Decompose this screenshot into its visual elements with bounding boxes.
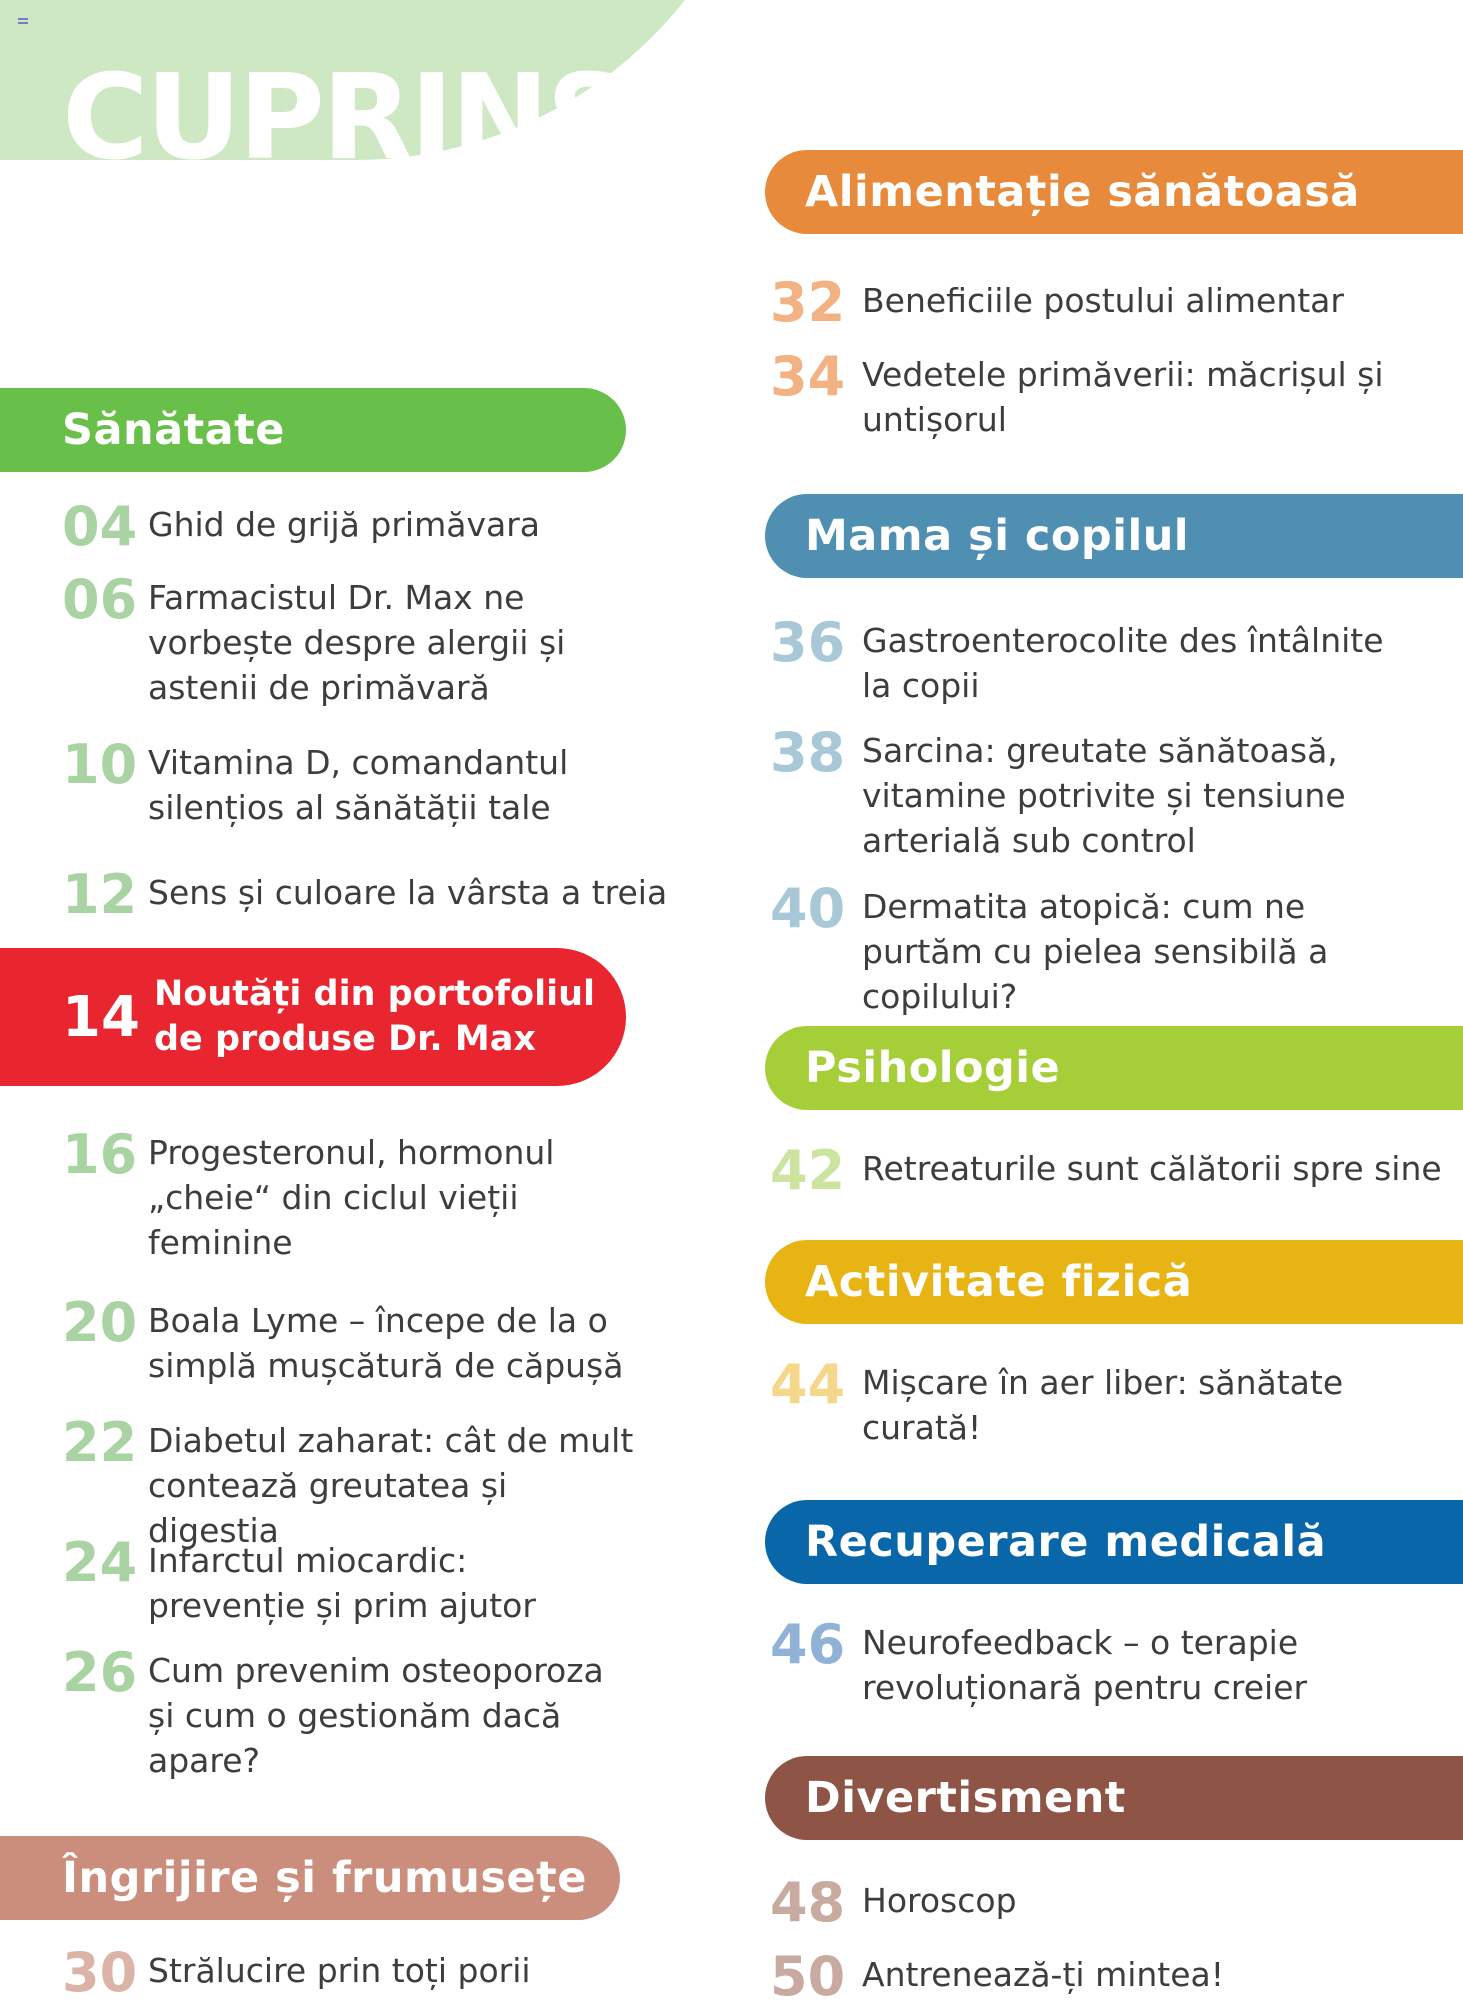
section-banner-activitate[interactable]: Activitate fizică bbox=[765, 1240, 1463, 1324]
page-number: 26 bbox=[62, 1641, 138, 1704]
toc-entry[interactable] bbox=[62, 863, 668, 926]
entry-title: Farmacistul Dr. Max ne vorbește despre alergii și astenii de primăvară bbox=[148, 578, 566, 707]
toc-entry[interactable] bbox=[770, 345, 1402, 442]
section-banner-recuperare[interactable]: Recuperare medicală bbox=[765, 1500, 1463, 1584]
page-number: 12 bbox=[62, 863, 138, 926]
page-number: 16 bbox=[62, 1123, 138, 1186]
page-number: 04 bbox=[62, 495, 138, 558]
page-number: 14 bbox=[62, 984, 140, 1050]
toc-entry[interactable] bbox=[770, 1139, 1442, 1202]
toc-entry[interactable] bbox=[770, 1871, 1362, 1934]
toc-entry[interactable] bbox=[62, 1291, 648, 1388]
page-number: 20 bbox=[62, 1291, 138, 1354]
entry-title: Gastroenterocolite des întâlnite la copii bbox=[862, 621, 1384, 705]
section-banner-noutati[interactable] bbox=[0, 948, 626, 1086]
page-number: 46 bbox=[770, 1613, 846, 1676]
entry-title: Diabetul zaharat: cât de mult contează greutatea și digestia bbox=[148, 1421, 634, 1550]
toc-entry[interactable] bbox=[770, 611, 1422, 708]
page-number: 38 bbox=[770, 721, 846, 784]
entry-title: Mișcare în aer liber: sănătate curată! bbox=[862, 1363, 1344, 1447]
toc-entry[interactable] bbox=[62, 495, 648, 558]
page-number: 10 bbox=[62, 733, 138, 796]
toc-entry[interactable] bbox=[62, 1123, 568, 1265]
entry-title: Vedetele primăverii: măcrișul și untișorul bbox=[862, 355, 1384, 439]
entry-title: Vitamina D, comandantul silențios al sănătății tale bbox=[148, 743, 569, 827]
page-number: 24 bbox=[62, 1531, 138, 1594]
section-banner-psihologie[interactable]: Psihologie bbox=[765, 1026, 1463, 1110]
toc-entry[interactable] bbox=[62, 733, 578, 830]
entry-title: Horoscop bbox=[862, 1881, 1017, 1920]
page-number: 06 bbox=[62, 568, 138, 631]
entry-title: Beneficiile postului alimentar bbox=[862, 281, 1344, 320]
menu-icon[interactable] bbox=[18, 18, 28, 26]
entry-title: Boala Lyme – începe de la o simplă mușcătură de căpușă bbox=[148, 1301, 624, 1385]
entry-title: Ghid de grijă primăvara bbox=[148, 505, 540, 544]
entry-title: Infarctul miocardic: prevenție și prim ajutor bbox=[148, 1541, 536, 1625]
toc-entry[interactable] bbox=[62, 1641, 618, 1783]
toc-entry[interactable] bbox=[770, 1353, 1382, 1450]
entry-title: Retreaturile sunt călătorii spre sine bbox=[862, 1149, 1442, 1188]
section-banner-alimentatie[interactable]: Alimentație sănătoasă bbox=[765, 150, 1463, 234]
page-number: 22 bbox=[62, 1411, 138, 1474]
entry-title: Neurofeedback – o terapie revoluționară pentru creier bbox=[862, 1623, 1308, 1707]
page-number: 30 bbox=[62, 1941, 138, 2004]
page-number: 36 bbox=[770, 611, 846, 674]
toc-entry[interactable] bbox=[770, 877, 1432, 1019]
page-number: 32 bbox=[770, 271, 846, 334]
entry-title: Dermatita atopică: cum ne purtăm cu pielea sensibilă a copilului? bbox=[862, 887, 1329, 1016]
toc-entry[interactable] bbox=[770, 721, 1362, 863]
toc-entry[interactable] bbox=[62, 1411, 648, 1553]
entry-title: Antrenează-ți mintea! bbox=[862, 1955, 1224, 1994]
section-banner-sanatate[interactable]: Sănătate bbox=[0, 388, 626, 472]
page-number: 40 bbox=[770, 877, 846, 940]
promo-title-line1: Noutăți din portofoliul bbox=[154, 974, 595, 1014]
page-number: 42 bbox=[770, 1139, 846, 1202]
toc-entry[interactable] bbox=[62, 1941, 628, 2004]
entry-title: Strălucire prin toți porii bbox=[148, 1951, 531, 1990]
page-number: 50 bbox=[770, 1945, 846, 2008]
toc-entry[interactable] bbox=[62, 1531, 628, 1628]
entry-title: Cum prevenim osteoporoza și cum o gestionăm dacă apare? bbox=[148, 1651, 604, 1780]
toc-entry[interactable] bbox=[770, 271, 1422, 334]
promo-title-line2: de produse Dr. Max bbox=[154, 1019, 536, 1059]
page-number: 44 bbox=[770, 1353, 846, 1416]
page-title: CUPRINS bbox=[62, 58, 629, 160]
toc-entry[interactable] bbox=[770, 1613, 1362, 1710]
page-number: 48 bbox=[770, 1871, 846, 1934]
entry-title: Sarcina: greutate sănătoasă, vitamine potrivite și tensiune arterială sub control bbox=[862, 731, 1346, 860]
entry-title: Progesteronul, hormonul „cheie“ din ciclul vieții feminine bbox=[148, 1133, 555, 1262]
toc-entry[interactable] bbox=[770, 1945, 1362, 2008]
section-banner-divertisment[interactable]: Divertisment bbox=[765, 1756, 1463, 1840]
page-number: 34 bbox=[770, 345, 846, 408]
entry-title: Sens și culoare la vârsta a treia bbox=[148, 873, 668, 912]
section-banner-mama[interactable]: Mama și copilul bbox=[765, 494, 1463, 578]
section-banner-ingrijire[interactable]: Îngrijire și frumusețe bbox=[0, 1836, 620, 1920]
toc-entry[interactable] bbox=[62, 568, 588, 710]
